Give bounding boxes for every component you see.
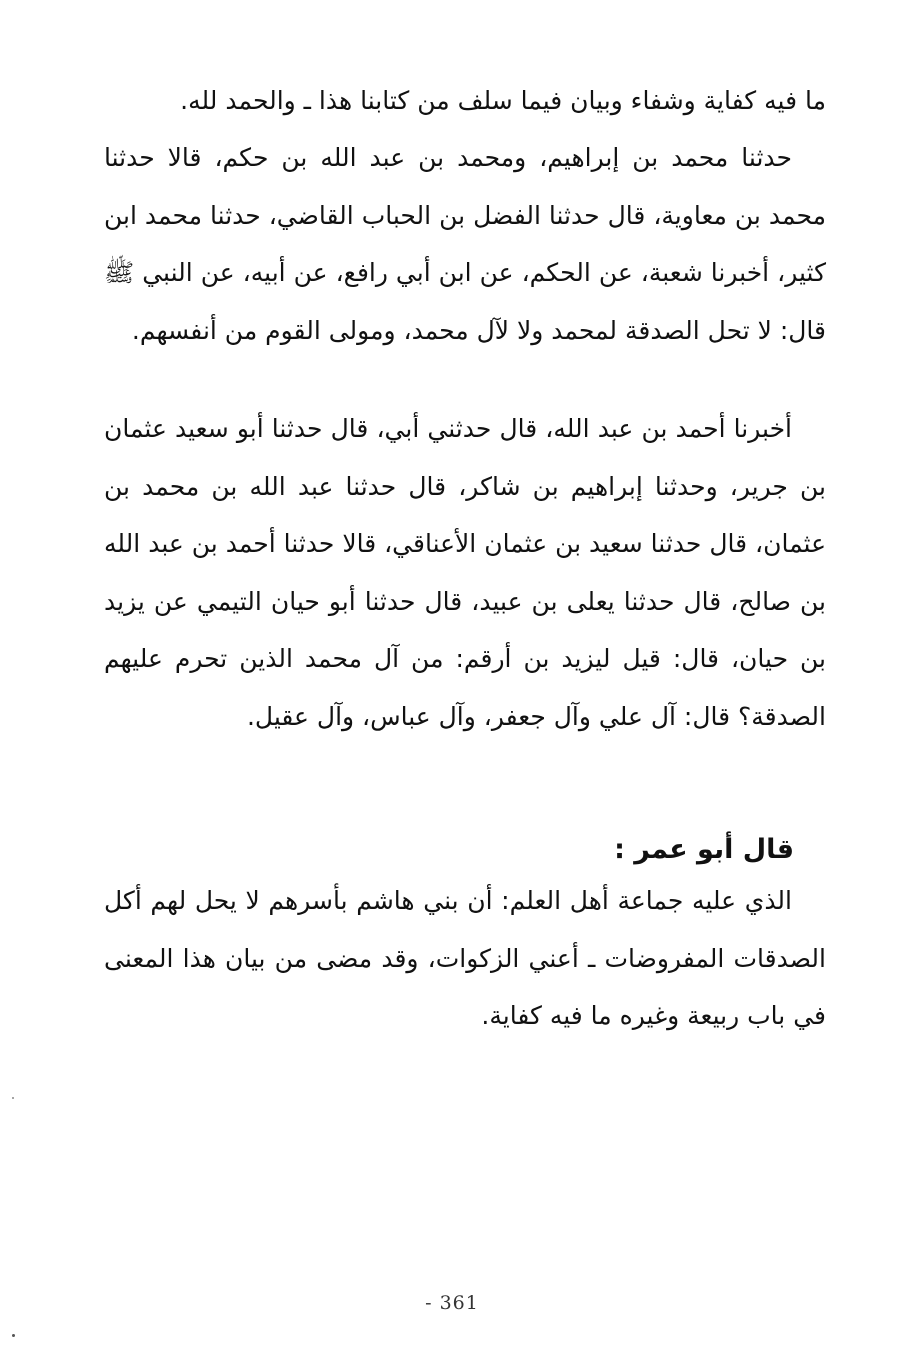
paragraph-hadith-one: حدثنا محمد بن إبراهيم، ومحمد بن عبد الله بن حكم، قالا حدثنا محمد بن معاوية، قال حدثنا الفضل بن الحباب القاضي، حدثنا محمد ابن كثير، أخبرنا شعبة، عن الحكم، عن ابن أبي رافع، عن أبيه، عن النبي ﷺ قال: لا تحل الصدقة لمحمد ولا لآل محمد، ومولى القوم من أنفسهم.: [104, 143, 826, 345]
page-number: - 361: [425, 1292, 479, 1314]
scan-speck: [12, 1334, 15, 1337]
paragraph-hadith-two: أخبرنا أحمد بن عبد الله، قال حدثني أبي، قال حدثنا أبو سعيد عثمان بن جرير، وحدثنا إبراهيم بن شاكر، قال حدثنا عبد الله بن محمد بن عثمان، قال حدثنا سعيد بن عثمان الأعناقي، قالا حدثنا أحمد بن عبد الله بن صالح، قال حدثنا يعلى بن عبيد، قال حدثنا أبو حيان التيمي عن يزيد بن حيان، قال: قيل ليزيد بن أرقم: من آل محمد الذين تحرم عليهم الصدقة؟ قال: آل علي وآل جعفر، وآل عباس، وآل عقيل.: [104, 414, 826, 731]
paragraph-opening: ما فيه كفاية وشفاء وبيان فيما سلف من كتابنا هذا ـ والحمد لله.: [180, 86, 826, 115]
section-heading: قال أبو عمر :: [614, 834, 794, 865]
scan-speck: [12, 1097, 14, 1099]
paragraph-closing: الذي عليه جماعة أهل العلم: أن بني هاشم بأسرهم لا يحل لهم أكل الصدقات المفروضات ـ أعني الزكوات، وقد مضى من بيان هذا المعنى في باب ربيعة وغيره ما فيه كفاية.: [104, 886, 826, 1030]
